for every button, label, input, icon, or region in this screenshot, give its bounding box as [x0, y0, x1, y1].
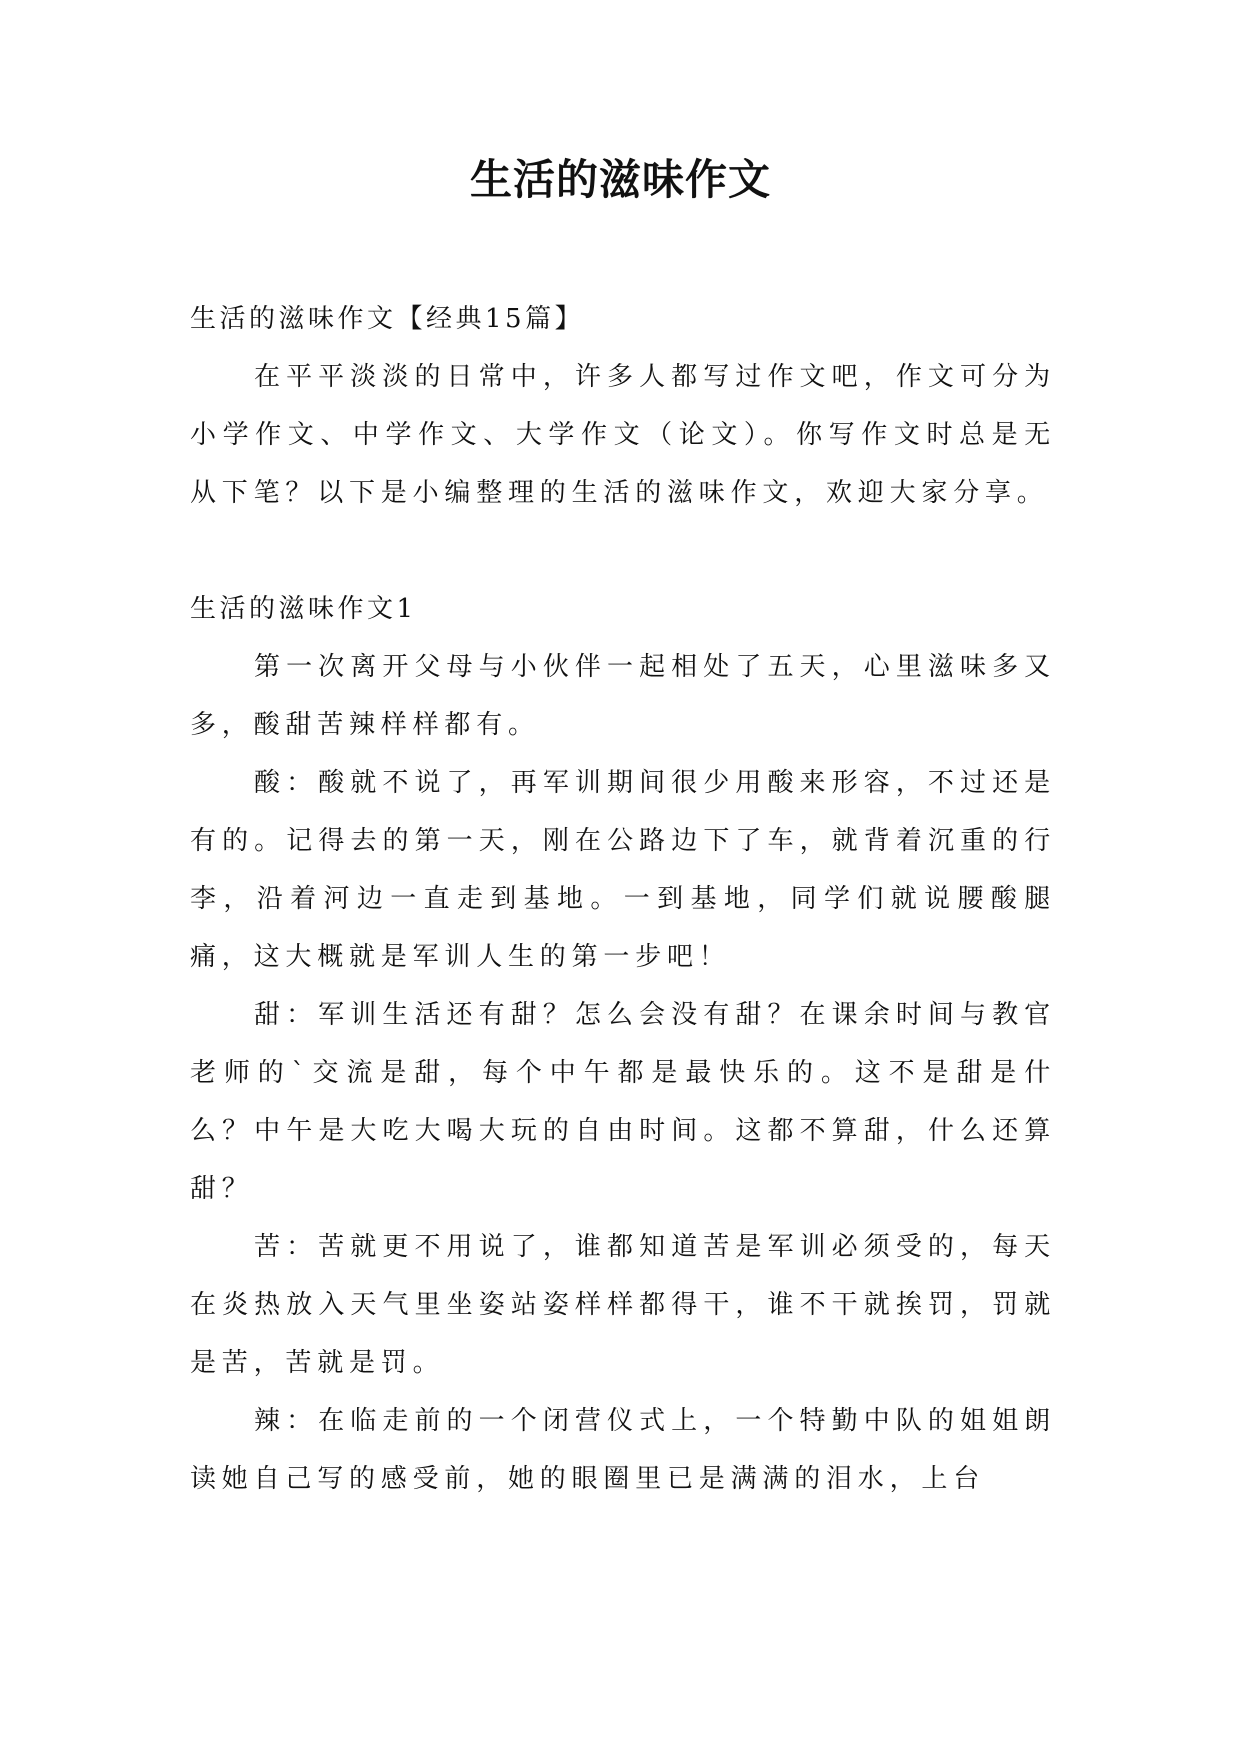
- essay-1-paragraph: 苦：苦就更不用说了，谁都知道苦是军训必须受的，每天在炎热放入天气里坐姿站姿样样都得干，谁不干就挨罚，罚就是苦，苦就是罚。: [190, 1232, 1056, 1378]
- document-title: 生活的滋味作文: [469, 155, 771, 204]
- section-spacer: [190, 522, 1056, 580]
- document-body: [190, 290, 1056, 1508]
- essay-1-heading: 生活的滋味作文1: [190, 594, 417, 624]
- essay-1-paragraph: 甜：军训生活还有甜？怎么会没有甜？在课余时间与教官老师的`交流是甜，每个中午都是最快乐的。这不是甜是什么？中午是大吃大喝大玩的自由时间。这都不算甜，什么还算甜？: [190, 1000, 1056, 1204]
- intro-paragraph: 在平平淡淡的日常中，许多人都写过作文吧，作文可分为小学作文、中学作文、大学作文（论文）。你写作文时总是无从下笔？以下是小编整理的生活的滋味作文，欢迎大家分享。: [190, 362, 1056, 508]
- essay-1-paragraph: 酸：酸就不说了，再军训期间很少用酸来形容，不过还是有的。记得去的第一天，刚在公路边下了车，就背着沉重的行李，沿着河边一直走到基地。一到基地，同学们就说腰酸腿痛，这大概就是军训人生的第一步吧！: [190, 768, 1056, 972]
- essay-1-paragraph: 辣：在临走前的一个闭营仪式上，一个特勤中队的姐姐朗读她自己写的感受前，她的眼圈里已是满满的泪水，上台: [190, 1406, 1056, 1494]
- intro-heading: 生活的滋味作文【经典15篇】: [190, 304, 585, 334]
- essay-1-paragraph: 第一次离开父母与小伙伴一起相处了五天，心里滋味多又多，酸甜苦辣样样都有。: [190, 652, 1056, 740]
